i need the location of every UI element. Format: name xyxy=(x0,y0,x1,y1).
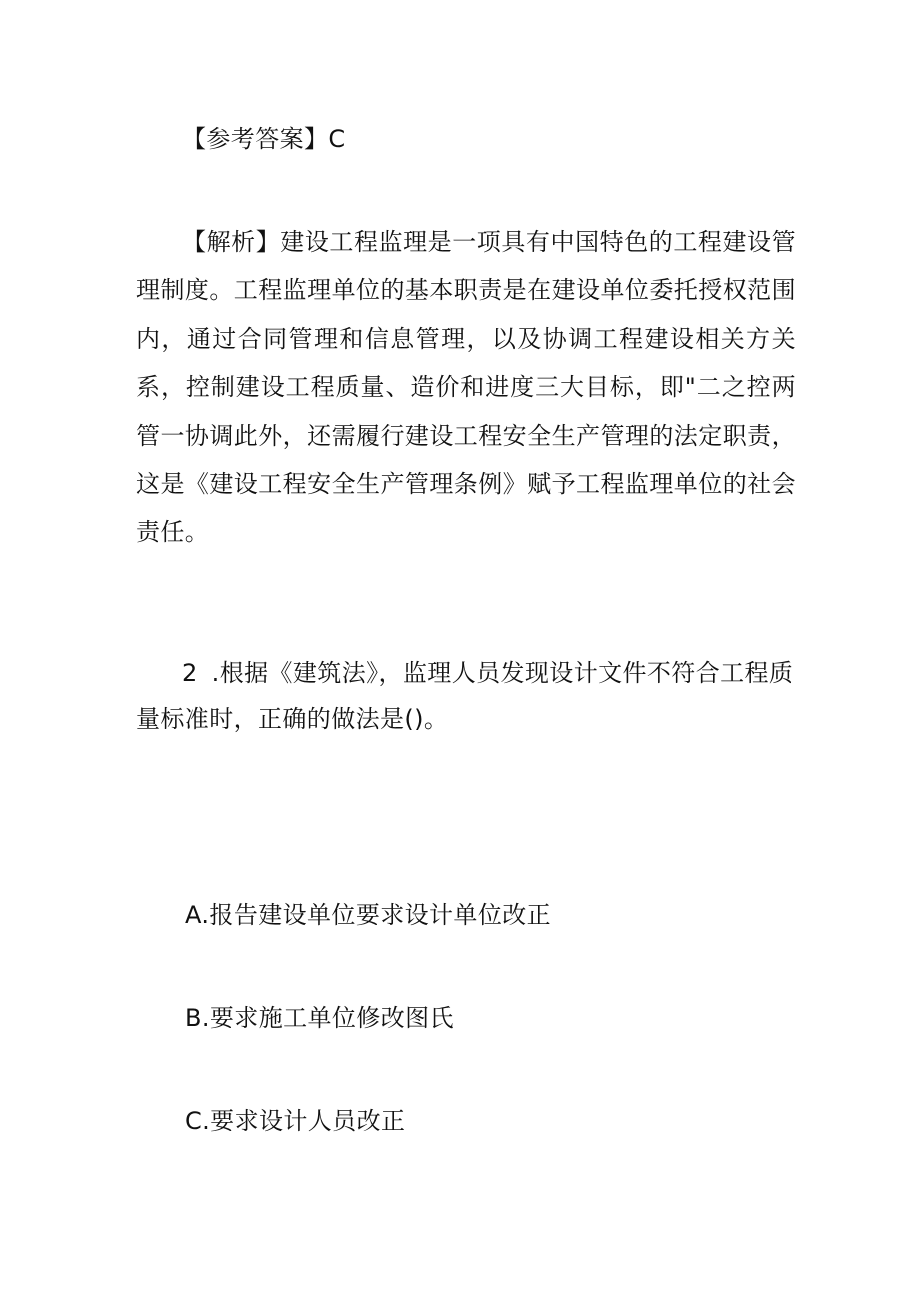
question-2 xyxy=(136,650,796,742)
reference-answer: 【参考答案】C xyxy=(182,125,346,153)
option-a: A.报告建设单位要求设计单位改正 xyxy=(185,901,552,929)
question-text: .根据《建筑法》，监理人员发现设计文件不符合工程质量标准时，正确的做法是()。 xyxy=(136,659,794,733)
option-c: C.要求设计人员改正 xyxy=(185,1107,406,1135)
question-number: 2 xyxy=(182,659,198,687)
answer-analysis-paragraph: 【解析】建设工程监理是一项具有中国特色的工程建设管理制度。工程监理单位的基本职责是在建设单位委托授权范围内，通过合同管理和信息管理，以及协调工程建设相关方关系，控制建设工程质量、造价和进度三大目标，即"二之控两管一协调此外，还需履行建设工程安全生产管理的法定职责，这是《建设工程安全生产管理条例》赋予工程监理单位的社会责任。 xyxy=(136,228,796,547)
option-b: B.要求施工单位修改图氏 xyxy=(185,1004,454,1032)
